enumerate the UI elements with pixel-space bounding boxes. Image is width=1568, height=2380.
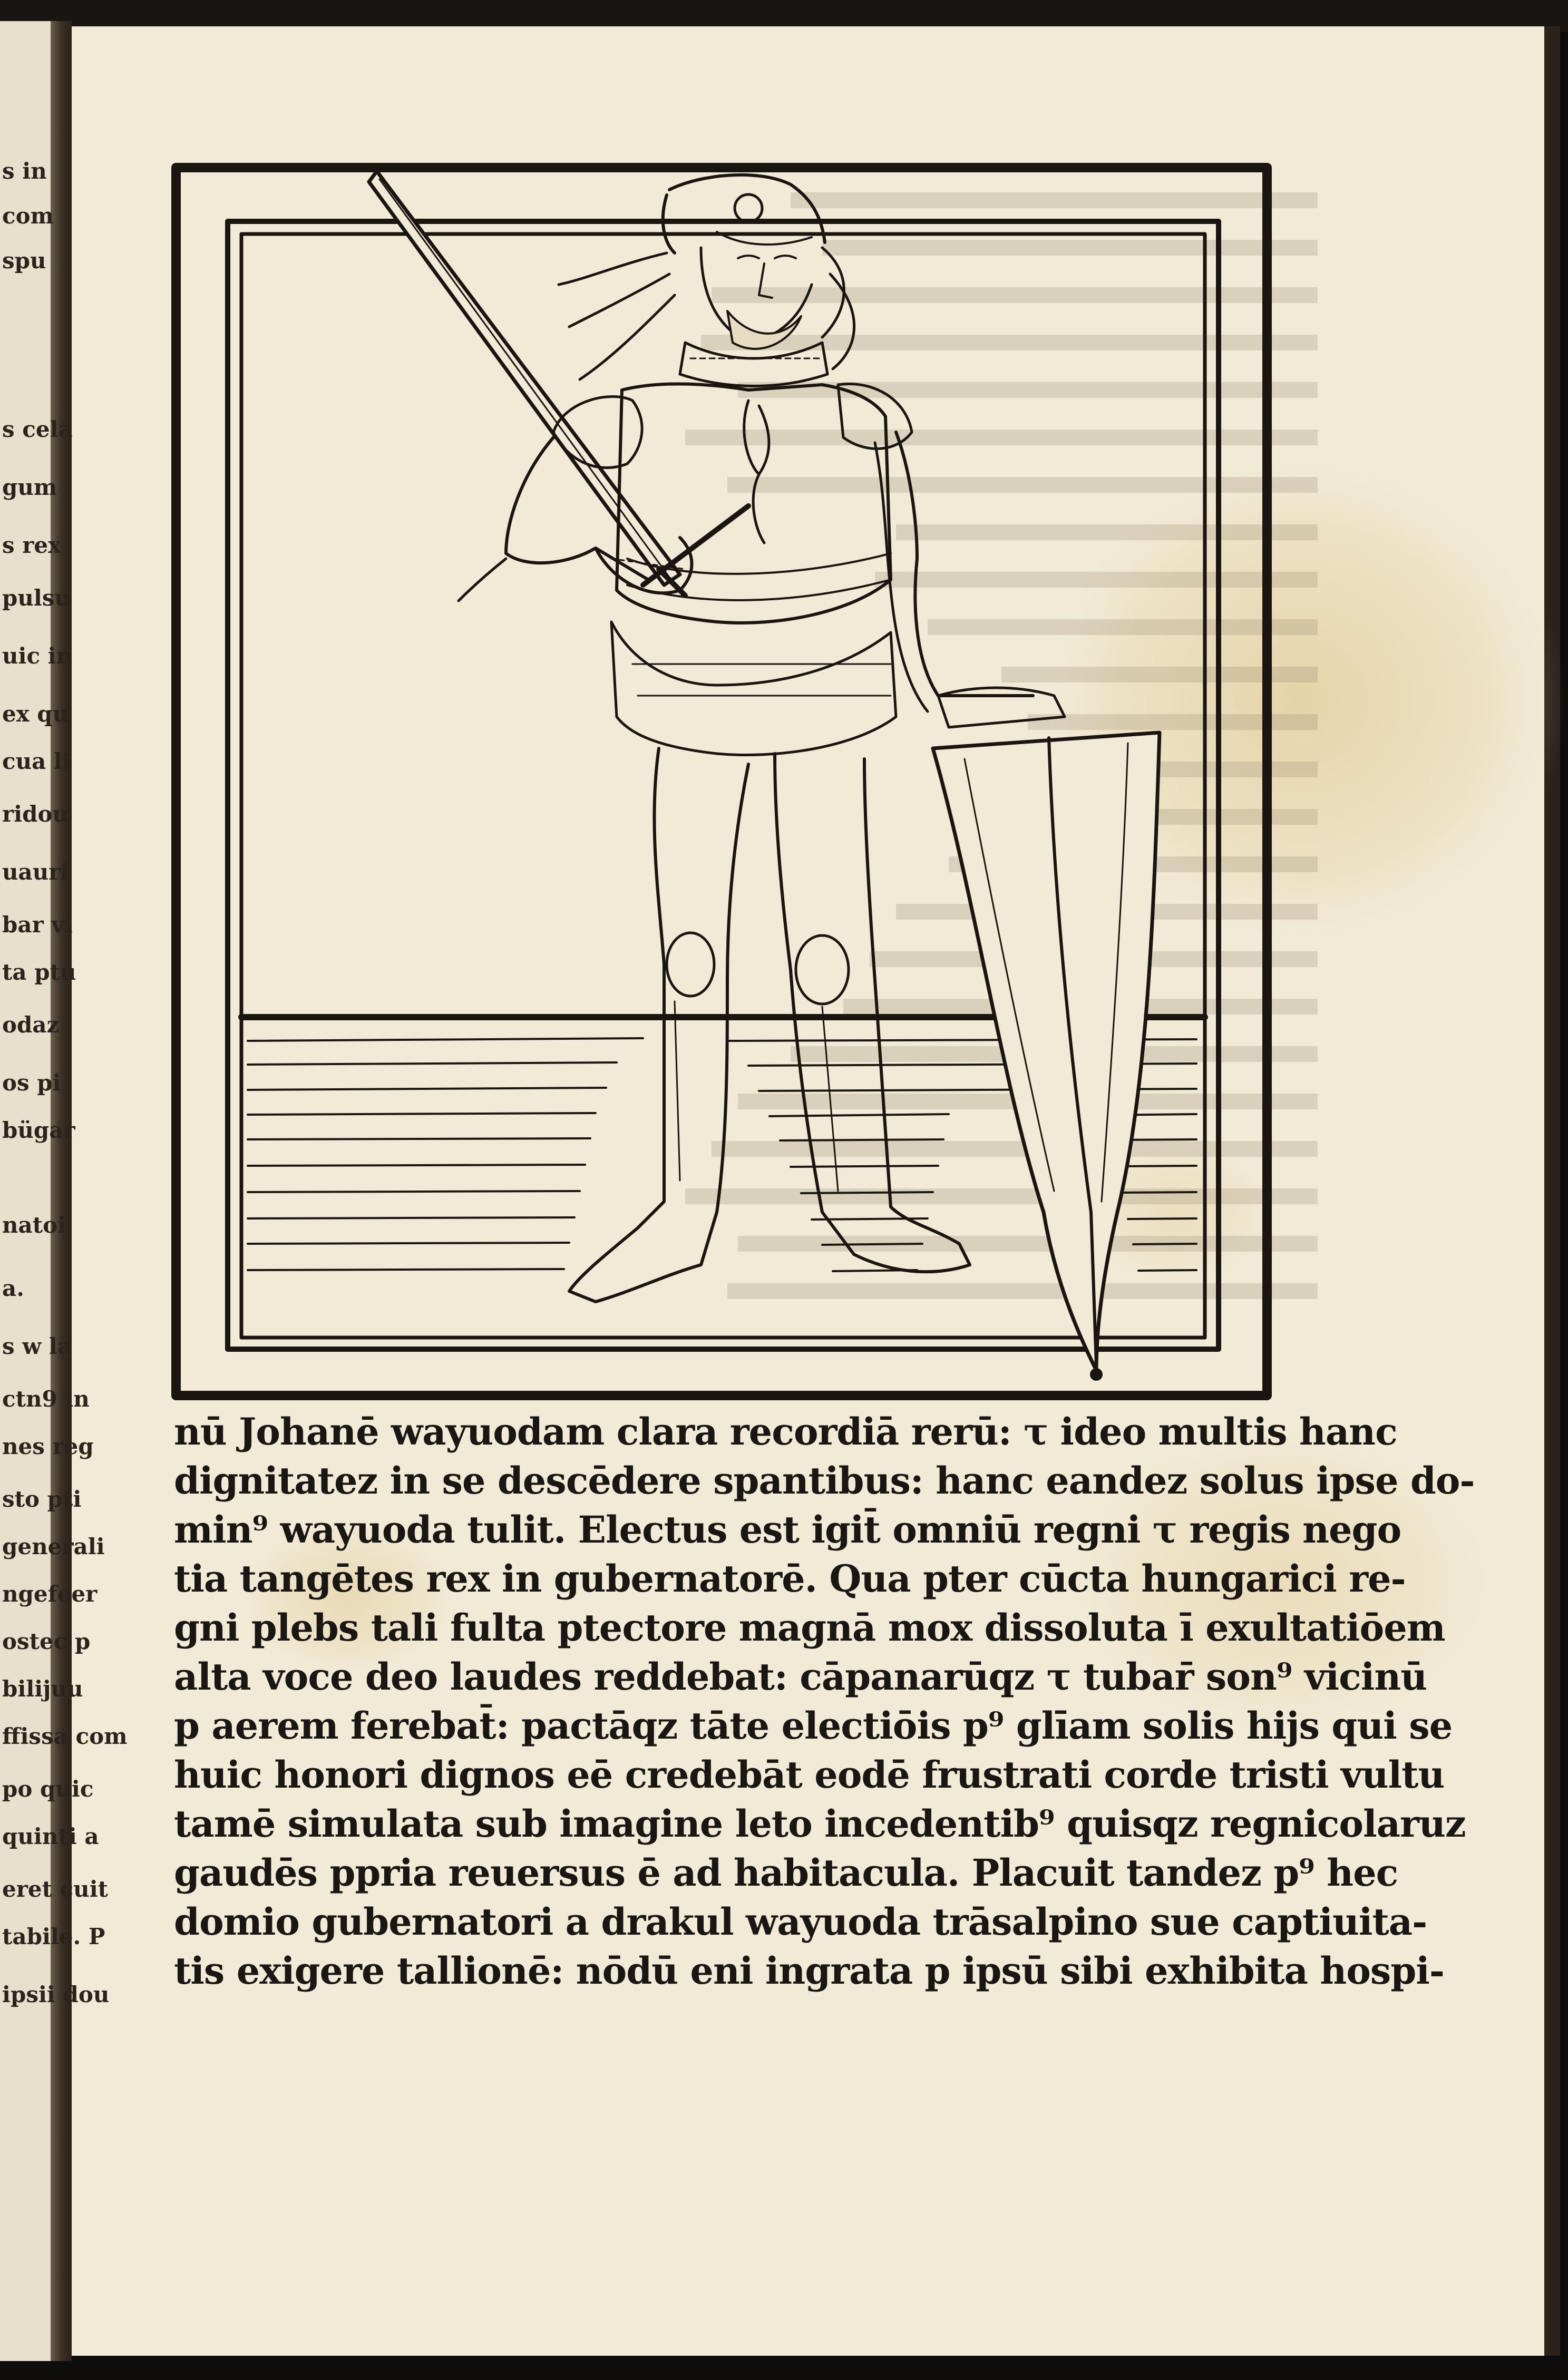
body-line-3: min⁹ wayuoda tulit. Electus est igit̄ omniū regni τ regis nego (174, 1508, 1401, 1552)
margin-fragment: ostec p (2, 1628, 91, 1654)
margin-fragment: bar vi (2, 912, 73, 938)
margin-fragment: ridou (2, 801, 69, 827)
margin-fragment: nes reg (2, 1433, 94, 1459)
body-line-5: gni plebs tali fulta ptectore magnā mox dissoluta ī exultatiōem (174, 1606, 1445, 1650)
margin-fragment: sto pti (2, 1486, 82, 1512)
margin-fragment: pulsu (2, 585, 71, 611)
margin-fragment: ipsii dou (2, 1982, 110, 2007)
margin-fragment: s rex (2, 532, 62, 558)
body-line-7: p aerem ferebat̄: pactāqz tāte electiōis p⁹ glīam solis hijs qui se (174, 1704, 1453, 1748)
body-line-4: tia tangētes rex in gubernatorē. Qua pter cūcta hungarici re- (174, 1557, 1406, 1601)
body-line-11: domio gubernatori a drakul wayuoda trāsalpino sue captiuita- (174, 1900, 1427, 1944)
body-line-1: nū Johanē wayuodam clara recordiā rerū: τ ideo multis hanc (174, 1410, 1397, 1454)
margin-fragment: bügar (2, 1117, 75, 1143)
body-line-12: tis exigere tallionē: nōdū eni ingrata p ipsū sibi exhibita hospi- (174, 1949, 1444, 1993)
margin-fragment: natoi (2, 1212, 66, 1238)
margin-fragment: s in (2, 158, 47, 184)
margin-fragment: eret cuit (2, 1876, 109, 1902)
margin-fragment: s w la (2, 1333, 72, 1359)
margin-fragment: gum (2, 474, 57, 500)
margin-fragment: generali (2, 1534, 105, 1559)
margin-fragment: s cela (2, 416, 73, 442)
margin-fragment: ffissa com (2, 1723, 128, 1749)
margin-fragment: ngefeer (2, 1581, 98, 1607)
margin-fragment: ctn9 in (2, 1386, 90, 1412)
body-line-10: gaudēs ppria reuersus ē ad habitacula. Placuit tandez p⁹ hec (174, 1851, 1398, 1895)
margin-fragment: odaz (2, 1012, 60, 1038)
body-line-6: alta voce deo laudes reddebat: cāpanarūqz τ tubar̄ son⁹ vicinū (174, 1655, 1427, 1699)
margin-fragment: ex qu (2, 701, 69, 727)
margin-fragment: os pi (2, 1070, 61, 1096)
margin-fragment: spu (2, 248, 46, 274)
margin-fragment: po quic (2, 1776, 94, 1802)
margin-fragment: tabile. P (2, 1924, 105, 1949)
margin-fragment: quinti a (2, 1823, 99, 1849)
margin-fragment: com (2, 203, 54, 229)
body-line-2: dignitatez in se descēdere spantibus: hanc eandez solus ipse do- (174, 1459, 1475, 1503)
margin-fragment: a. (2, 1275, 24, 1301)
margin-fragment: ta ptu (2, 959, 76, 985)
margin-fragment: cua li (2, 748, 71, 774)
body-line-9: tamē simulata sub imagine leto incedentib⁹ quisqz regnicolaruz (174, 1802, 1466, 1846)
margin-fragment: bilijuu (2, 1676, 83, 1702)
margin-fragment: uic in (2, 643, 73, 669)
body-line-8: huic honori dignos eē credebāt eodē frustrati corde tristi vultu (174, 1753, 1445, 1797)
margin-fragment: uauri (2, 859, 69, 885)
